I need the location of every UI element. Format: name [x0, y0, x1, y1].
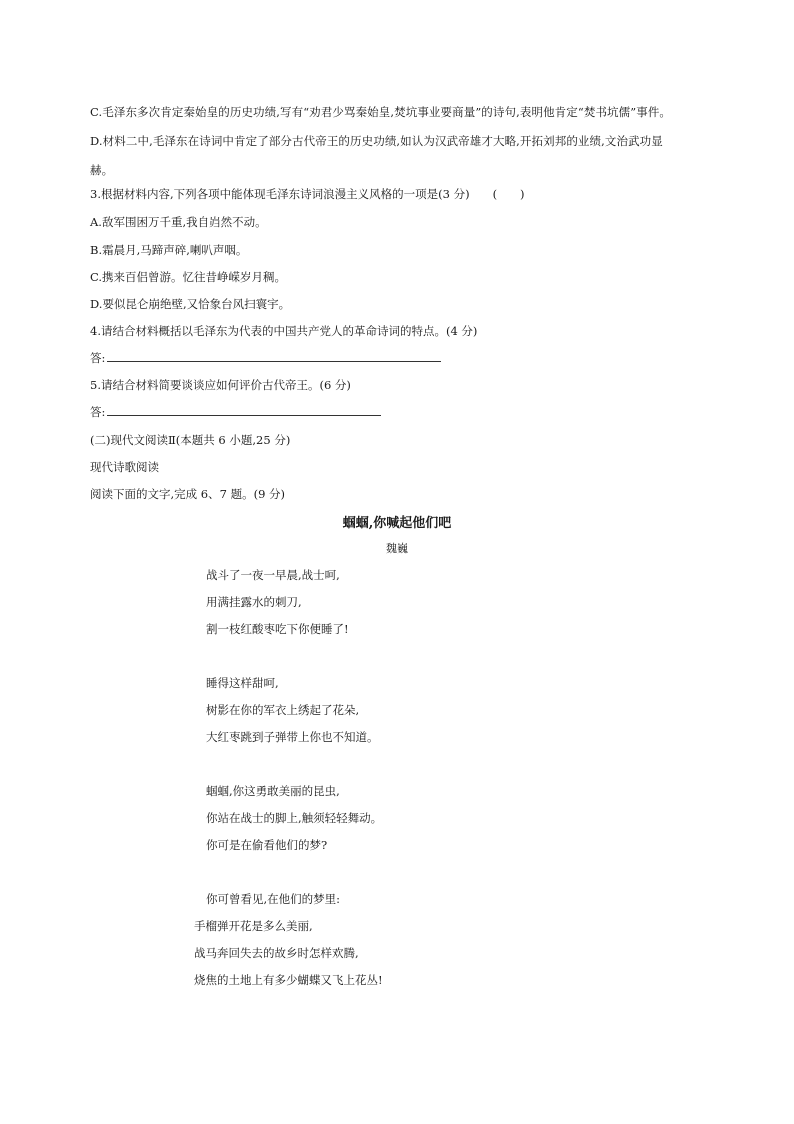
poem-line: 战斗了一夜一早晨,战士呵, — [206, 568, 340, 582]
q4-stem: 4.请结合材料概括以毛泽东为代表的中国共产党人的革命诗词的特点。(4 分) — [90, 324, 478, 338]
poem-line: 大红枣跳到子弹带上你也不知道。 — [206, 730, 379, 744]
q3-option-a: A.敌军围困万千重,我自岿然不动。 — [90, 215, 267, 229]
poem-line: 你站在战士的脚上,触须轻轻舞动。 — [206, 811, 383, 825]
poem-author: 魏巍 — [386, 542, 408, 555]
poem-line: 睡得这样甜呵, — [206, 676, 279, 690]
section-heading: (二)现代文阅读Ⅱ(本题共 6 小题,25 分) — [90, 433, 291, 447]
section-subheading: 现代诗歌阅读 — [90, 460, 159, 474]
section-instruction: 阅读下面的文字,完成 6、7 题。(9 分) — [90, 487, 286, 501]
q5-answer-blank[interactable] — [107, 405, 381, 416]
q3-stem: 3.根据材料内容,下列各项中能体现毛泽东诗词浪漫主义风格的一项是(3 分) ( ) — [90, 187, 525, 201]
q5-stem: 5.请结合材料简要谈谈应如何评价古代帝王。(6 分) — [90, 378, 351, 392]
poem-line: 烧焦的土地上有多少蝴蝶又飞上花丛! — [194, 973, 383, 987]
poem-line: 树影在你的军衣上绣起了花朵, — [206, 703, 360, 717]
q3-option-c: C.携来百侣曾游。忆往昔峥嵘岁月稠。 — [90, 270, 287, 284]
poem-line: 手榴弹开花是多么美丽, — [194, 919, 313, 933]
q2-option-d-line1: D.材料二中,毛泽东在诗词中肯定了部分古代帝王的历史功绩,如认为汉武帝雄才大略,开拓刘邦的业绩,文治武功显 — [90, 134, 663, 148]
q2-option-c-block — [90, 98, 710, 185]
poem-line: 战马奔回失去的故乡时怎样欢腾, — [194, 946, 359, 960]
poem-title: 蝈蝈,你喊起他们吧 — [342, 516, 452, 531]
q2-option-c: C.毛泽东多次肯定秦始皇的历史功绩,写有“劝君少骂秦始皇,焚坑事业要商量”的诗句,表明他肯定“焚书坑儒”事件。 — [90, 105, 672, 119]
q5-answer-label: 答: — [90, 405, 106, 419]
q5-answer-row — [90, 404, 381, 420]
q4-answer-blank[interactable] — [107, 351, 441, 362]
q2-option-d-line2: 赫。 — [90, 163, 114, 177]
q4-answer-row — [90, 350, 441, 366]
poem-line: 割一枝红酸枣吃下你便睡了! — [206, 622, 349, 636]
poem-line: 你可是在偷看他们的梦? — [206, 838, 328, 852]
poem-line: 你可曾看见,在他们的梦里: — [206, 892, 341, 906]
poem-line: 蝈蝈,你这勇敢美丽的昆虫, — [206, 784, 340, 798]
q3-option-d: D.要似昆仑崩绝壁,又恰象台风扫寰宇。 — [90, 297, 291, 311]
q4-answer-label: 答: — [90, 351, 106, 365]
poem-line: 用满挂露水的刺刀, — [206, 595, 302, 609]
q3-option-b: B.霜晨月,马蹄声碎,喇叭声咽。 — [90, 243, 248, 257]
